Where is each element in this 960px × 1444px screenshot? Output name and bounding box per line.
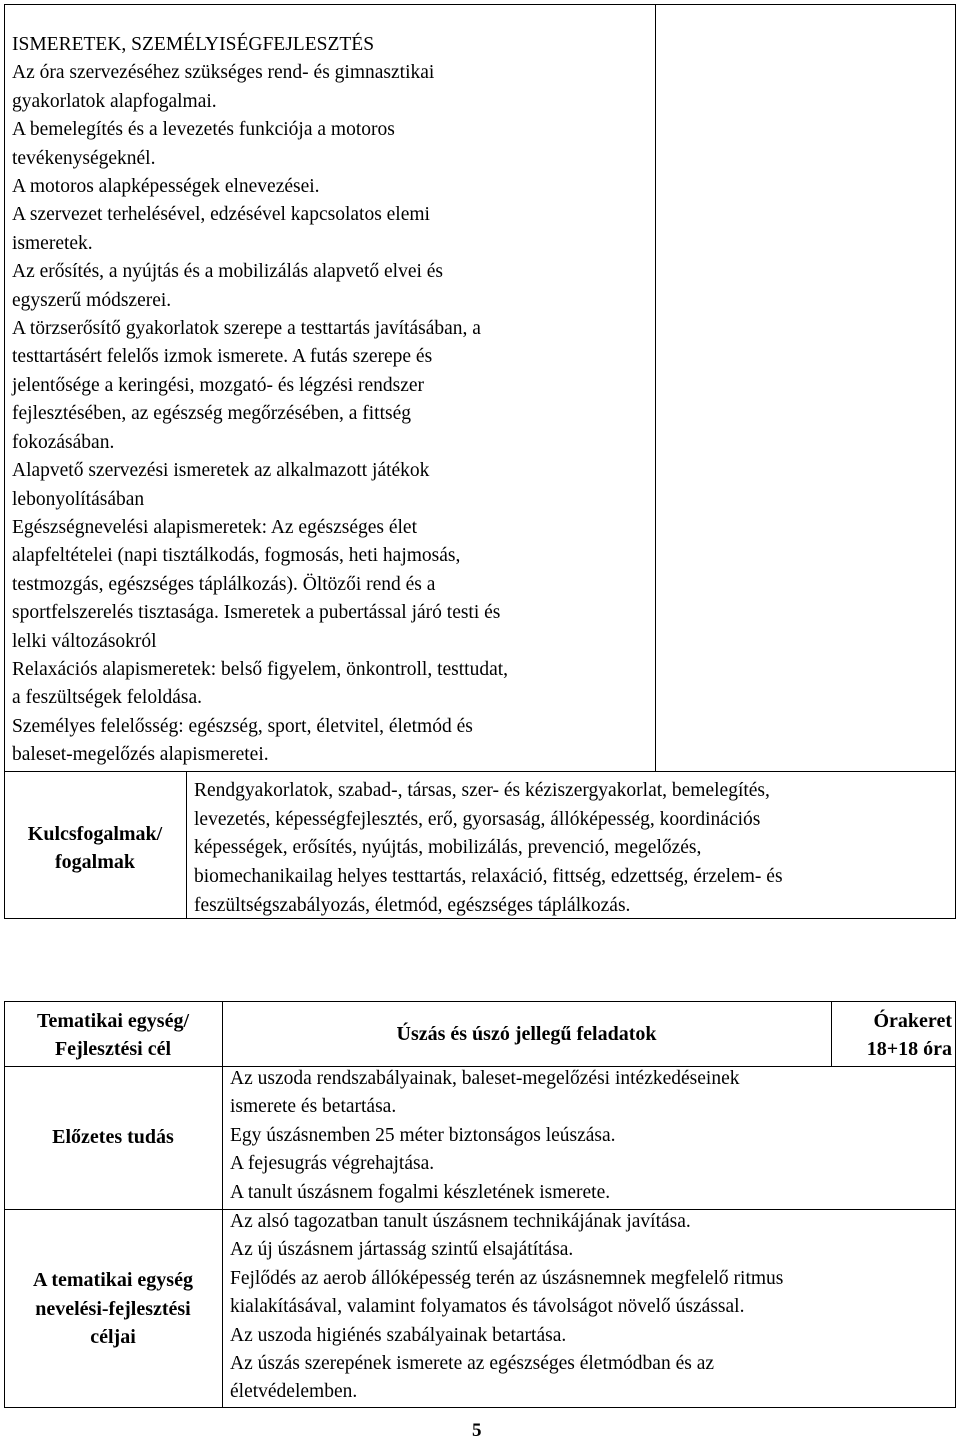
text-line: életvédelemben. <box>230 1381 358 1403</box>
text-line: sportfelszerelés tisztasága. Ismeretek a pubertással járó testi és <box>12 602 501 624</box>
text-line: A tanult úszásnem fogalmi készletének ismerete. <box>230 1181 611 1203</box>
unit-table-col-divider <box>222 1001 223 1408</box>
key-concepts-label-line: fogalmak <box>55 851 135 873</box>
text-line: Az alsó tagozatban tanult úszásnem technikájának javítása. <box>230 1211 691 1232</box>
text-line: A szervezet terhelésével, edzésével kapcsolatos elemi <box>12 204 430 226</box>
hours-value: 18+18 óra <box>866 1038 952 1060</box>
text-line: kialakításával, valamint folyamatos és távolságot növelő úszással. <box>230 1296 745 1318</box>
text-line: Fejlődés az aerob állóképesség terén az úszásnemnek megfelelő ritmus <box>230 1267 784 1289</box>
text-line: testmozgás, egészséges táplálkozás). Öltözői rend és a <box>12 573 436 595</box>
goals-label-line: céljai <box>90 1326 136 1348</box>
prior-knowledge-label: Előzetes tudás <box>52 1126 174 1148</box>
text-line: gyakorlatok alapfogalmai. <box>12 90 217 112</box>
text-line: fejlesztésében, az egészség megőrzésében, a fittség <box>12 403 412 425</box>
goals-label <box>4 1266 222 1352</box>
text-line: biomechanikailag helyes testtartás, relaxáció, fittség, edzettség, érzelem- és <box>194 866 783 888</box>
text-line: Az uszoda rendszabályainak, baleset-megelőzési intézkedéseinek <box>230 1068 740 1089</box>
text-line: tevékenységeknél. <box>12 147 156 169</box>
text-line: baleset-megelőzés alapismeretei. <box>12 744 269 766</box>
text-line: egyszerű módszerei. <box>12 289 172 311</box>
hours-box <box>831 1007 952 1063</box>
text-line: Relaxációs alapismeretek: belső figyelem, önkontroll, testtudat, <box>12 658 509 680</box>
goals-label-line: A tematikai egység <box>33 1269 193 1291</box>
text-line: testtartásért felelős izmok ismerete. A futás szerepe és <box>12 346 433 368</box>
unit-label-line: Tematikai egység/ <box>36 1010 190 1032</box>
text-line: Személyes felelősség: egészség, sport, életvitel, életmód és <box>12 715 473 737</box>
text-line: ismeretek. <box>12 232 93 254</box>
prior-knowledge-text <box>230 1065 739 1207</box>
text-line: jelentősége a keringési, mozgató- és légzési rendszer <box>12 374 425 396</box>
goals-label-line: nevelési-fejlesztési <box>35 1297 191 1320</box>
unit-title: Úszás és úszó jellegű feladatok <box>396 1023 657 1045</box>
text-line: lebonyolításában <box>12 488 145 510</box>
text-line: Az új úszásnem jártasság szintű elsajátítása. <box>230 1239 574 1261</box>
text-line: A fejesugrás végrehajtása. <box>230 1153 435 1175</box>
text-line: levezetés, képességfejlesztés, erő, gyorsaság, állóképesség, koordinációs <box>194 808 761 830</box>
text-line: fokozásában. <box>12 431 115 453</box>
key-concepts-text <box>194 777 783 921</box>
key-concepts-divider <box>186 771 187 919</box>
unit-label <box>4 1007 222 1063</box>
text-line: lelki változásokról <box>12 630 157 652</box>
top-text-block <box>12 31 508 770</box>
text-line: A motoros alapképességek elnevezései. <box>12 176 320 198</box>
text-line: Alapvető szervezési ismeretek az alkalmazott játékok <box>12 460 430 482</box>
text-line: alapfeltételei (napi tisztálkodás, fogmosás, heti hajmosás, <box>12 545 461 567</box>
text-line: ismerete és betartása. <box>230 1096 397 1118</box>
text-line: A törzserősítő gyakorlatok szerepe a testtartás javításában, a <box>12 318 481 340</box>
section-heading: ISMERETEK, SZEMÉLYISÉGFEJLESZTÉS <box>12 34 375 55</box>
text-line: képességek, erősítés, nyújtás, mobilizálás, prevenció, megelőzés, <box>194 837 702 859</box>
page-number: 5 <box>472 1420 482 1441</box>
key-concepts-label <box>4 820 186 876</box>
unit-label-line: Fejlesztési cél <box>54 1038 172 1060</box>
text-line: Egy úszásnemben 25 méter biztonságos leúszása. <box>230 1124 616 1146</box>
text-line: Az uszoda higiénés szabályainak betartása. <box>230 1324 567 1346</box>
key-concepts-label-line: Kulcsfogalmak/ <box>27 823 163 845</box>
text-line: A bemelegítés és a levezetés funkciója a motoros <box>12 119 395 141</box>
text-line: Az úszás szerepének ismerete az egészséges életmódban és az <box>230 1353 715 1375</box>
goals-text <box>230 1208 783 1407</box>
hours-label: Órakeret <box>873 1010 952 1032</box>
text-line: Egészségnevelési alapismeretek: Az egészséges élet <box>12 516 417 538</box>
text-line: feszültségszabályozás, életmód, egészséges táplálkozás. <box>194 894 631 916</box>
top-table-divider <box>655 4 656 772</box>
text-line: a feszültségek feloldása. <box>12 687 203 709</box>
text-line: Az óra szervezéséhez szükséges rend- és gimnasztikai <box>12 62 435 84</box>
text-line: Rendgyakorlatok, szabad-, társas, szer- és kéziszergyakorlat, bemelegítés, <box>194 780 770 801</box>
text-line: Az erősítés, a nyújtás és a mobilizálás alapvető elvei és <box>12 261 444 283</box>
